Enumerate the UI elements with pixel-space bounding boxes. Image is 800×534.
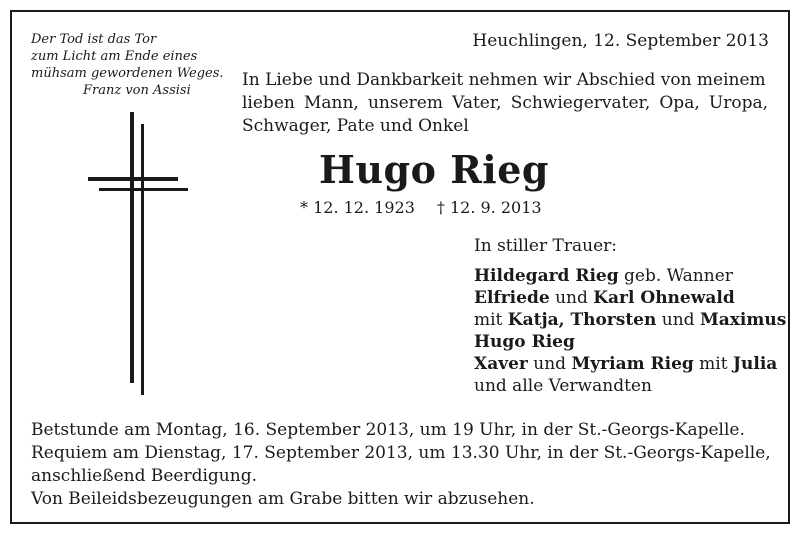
mourner-name: Hildegard Rieg bbox=[474, 266, 619, 286]
mourner-row bbox=[474, 265, 786, 287]
mourner-row: und alle Verwandten bbox=[474, 376, 652, 396]
mourner-row bbox=[474, 353, 786, 375]
life-dates bbox=[300, 198, 542, 217]
mourner-row bbox=[474, 287, 786, 309]
service-line: Requiem am Dienstag, 17. September 2013, um 13.30 Uhr, in der St.-Georgs-Kapelle, bbox=[31, 443, 771, 463]
service-line: Betstunde am Montag, 16. September 2013, um 19 Uhr, in der St.-Georgs-Kapelle. bbox=[31, 420, 745, 440]
mourner-name: Maximus bbox=[699, 310, 787, 330]
mourners-block bbox=[474, 235, 786, 397]
motto-line: Der Tod ist das Tor bbox=[31, 32, 157, 47]
cross-vertical-bar bbox=[141, 124, 144, 395]
mourner-text: geb. Wanner bbox=[618, 266, 733, 286]
intro-line: In Liebe und Dankbarkeit nehmen wir Abschied von meinem bbox=[242, 70, 766, 90]
cross-vertical-bar bbox=[130, 112, 134, 383]
mourner-name: Hugo Rieg bbox=[474, 332, 575, 352]
service-info bbox=[31, 419, 771, 511]
mourner-text: mit bbox=[474, 310, 508, 330]
mourner-text: mit bbox=[693, 354, 733, 374]
mourners-heading: In stiller Trauer: bbox=[474, 236, 617, 256]
intro-text bbox=[242, 69, 768, 138]
mourner-row bbox=[474, 331, 786, 353]
intro-line: lieben Mann, unserem Vater, Schwiegervater, Opa, Uropa, bbox=[242, 93, 768, 113]
mourner-name: Julia bbox=[732, 354, 778, 374]
service-line: Von Beileidsbezeugungen am Grabe bitten wir abzusehen. bbox=[31, 489, 535, 509]
place-date: Heuchlingen, 12. September 2013 bbox=[472, 31, 769, 51]
mourner-name: Karl Ohnewald bbox=[593, 288, 735, 308]
service-line: anschließend Beerdigung. bbox=[31, 466, 257, 486]
mourner-text: und bbox=[527, 354, 572, 374]
intro-line: Schwager, Pate und Onkel bbox=[242, 116, 469, 136]
mourner-row bbox=[474, 309, 786, 331]
mourner-text: und bbox=[549, 288, 594, 308]
deceased-name: Hugo Rieg bbox=[319, 147, 549, 192]
birth-date: * 12. 12. 1923 bbox=[300, 198, 415, 217]
mourner-text: und bbox=[656, 310, 700, 330]
motto-line: mühsam gewordenen Weges. bbox=[31, 66, 224, 81]
cross-horizontal-bar bbox=[99, 188, 188, 191]
mourner-name: Katja, Thorsten bbox=[507, 310, 657, 330]
mourner-name: Xaver bbox=[474, 354, 528, 374]
motto-line: zum Licht am Ende eines bbox=[31, 49, 198, 64]
motto-author: Franz von Assisi bbox=[83, 83, 191, 98]
mourner-name: Myriam Rieg bbox=[571, 354, 694, 374]
cross-horizontal-bar bbox=[88, 177, 178, 181]
death-date: † 12. 9. 2013 bbox=[436, 198, 542, 217]
mourner-name: Elfriede bbox=[474, 288, 550, 308]
